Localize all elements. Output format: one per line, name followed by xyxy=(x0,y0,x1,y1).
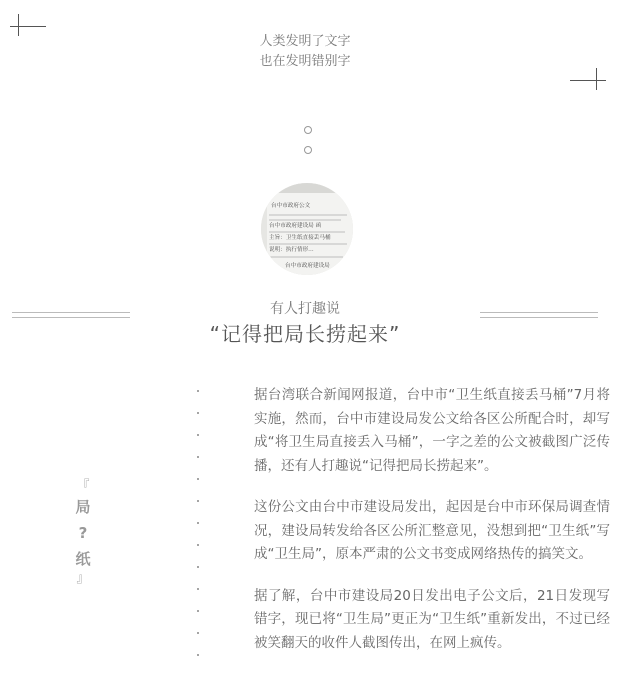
divider-right xyxy=(480,312,598,318)
article-paragraph-3: 据了解，台中市建设局20日发出电子公文后，21日发现写错字，现已将“卫生局”更正为“卫生纸”重新发出，不过已经被笑翻天的收件人截图传出，在网上疯传。 xyxy=(254,587,610,651)
decor-dot-2 xyxy=(304,146,312,154)
article-paragraph-2: 这份公文由台中市建设局发出，起因是台中市环保局调查情况，建设局转发给各区公所汇整意见，没想到把“卫生纸”写成“卫生局”，原本严肃的公文书变成网络热传的搞笑文。 xyxy=(254,499,610,562)
side-label-open-bracket: 『 xyxy=(76,479,90,494)
photo-line-1: 台中市政府公文 xyxy=(271,203,311,209)
corner-cross-top-right-h xyxy=(570,80,606,81)
photo-line-2: 台中市政府建设局 函 xyxy=(269,223,322,229)
side-label-char-1: 局 xyxy=(75,498,91,516)
photo-line-3: 主旨：卫生纸直接丢马桶 xyxy=(269,235,331,241)
side-label-char-2: ? xyxy=(78,524,88,542)
document-photo-image xyxy=(261,183,353,275)
photo-line-4: 说明：执行情形… xyxy=(269,247,314,253)
article-paragraph-1: 据台湾联合新闻网报道，台中市“卫生纸直接丢马桶”7月将实施，然而，台中市建设局发公文给各区公所配合时，却写成“将卫生局直接丢入马桶”，一字之差的公文被截图广泛传播，还有人打趣说“记得把局长捞起来”。 xyxy=(254,387,610,474)
side-label-char-3: 纸 xyxy=(75,550,91,568)
intro-line-1: 人类发明了文字 xyxy=(259,34,351,49)
subtitle: 有人打趣说 xyxy=(270,301,340,317)
divider-left xyxy=(12,312,130,318)
vertical-dotted-line xyxy=(197,390,201,670)
intro-line-2: 也在发明错别字 xyxy=(259,54,351,69)
article-body xyxy=(254,384,610,673)
document-photo xyxy=(261,183,353,275)
corner-cross-top-left-h xyxy=(10,26,46,27)
side-label-close-bracket: 』 xyxy=(76,571,90,586)
decor-dot-1 xyxy=(304,126,312,134)
side-label xyxy=(68,480,98,586)
headline: “记得把局长捞起来” xyxy=(209,322,401,346)
photo-line-5: 台中市政府建设局 xyxy=(285,263,330,269)
intro-text xyxy=(0,32,610,72)
